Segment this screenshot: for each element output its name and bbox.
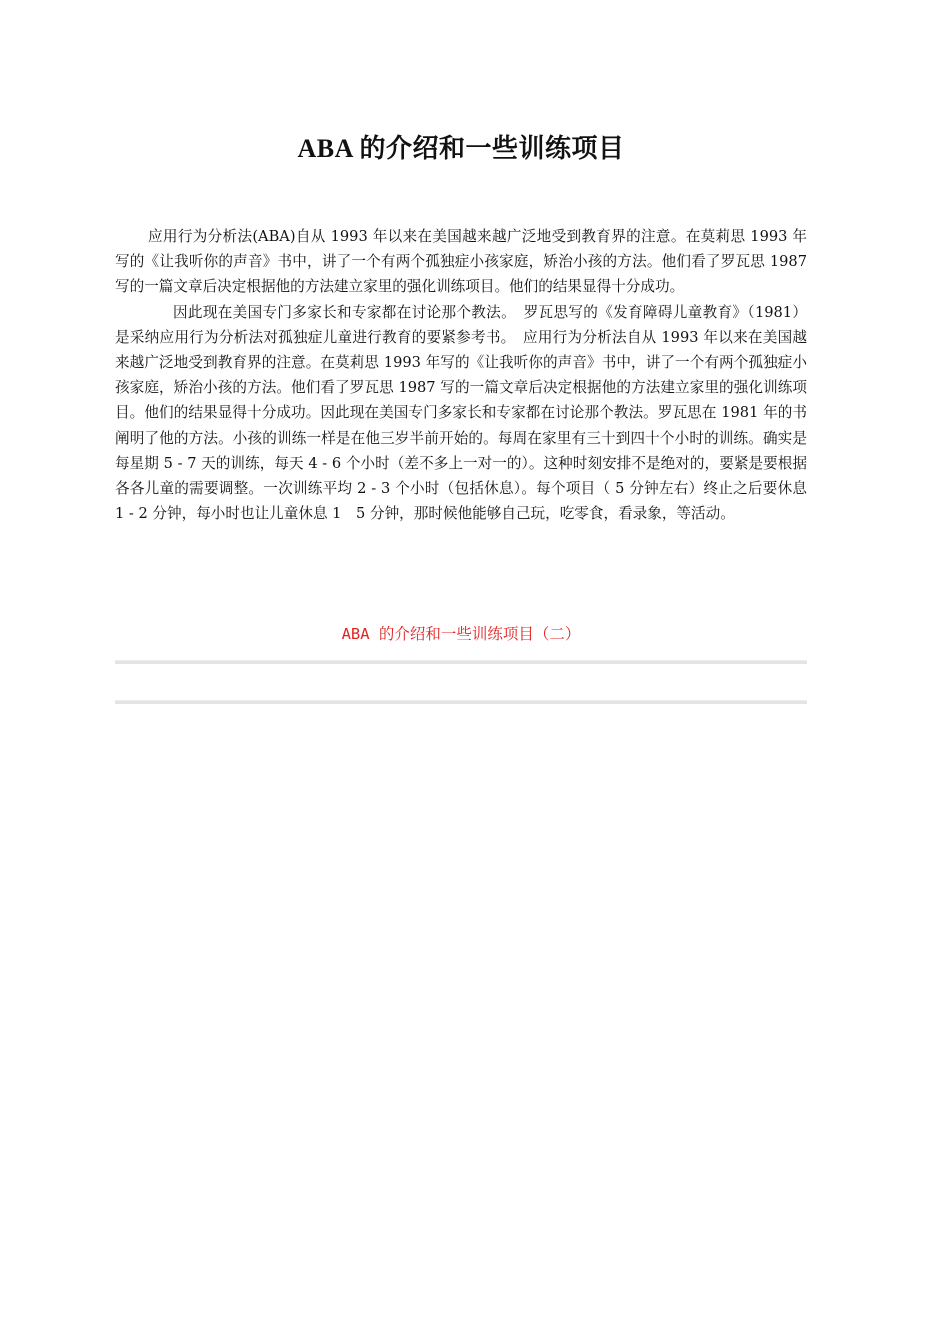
paragraph-1: 应用行为分析法(ABA)自从 1993 年以来在美国越来越广泛地受到教育界的注意。在莫莉思 1993 年写的《让我听你的声音》书中，讲了一个有两个孤独症小孩家庭，矫治小孩的方法。他们看了罗瓦思 1987 写的一篇文章后决定根据他的方法建立家里的强化训练项目。他们的结果显得十分成功。 — [115, 228, 807, 296]
section-link-part-two[interactable]: ABA 的介绍和一些训练项目（二） — [341, 625, 581, 643]
divider-top — [115, 660, 807, 664]
paragraph-2: 因此现在美国专门多家长和专家都在讨论那个教法。 罗瓦思写的《发育障碍儿童教育》（1981）是采纳应用行为分析法对孤独症儿童进行教育的要紧参考书。 应用行为分析法自从 1993 年以来在美国越来越广泛地受到教育界的注意。在莫莉思 1993 年写的《让我听你的声音》书中，讲了一个有两个孤独症小孩家庭，矫治小孩的方法。他们看了罗瓦思 1987 写的一篇文章后决定根据他的方法建立家里的强化训练项目。他们的结果显得十分成功。因此现在美国专门多家长和专家都在讨论那个教法。罗瓦思在 1981 年的书阐明了他的方法。小孩的训练一样是在他三岁半前开始的。每周在家里有三十到四十个小时的训练。确实是每星期 5 - 7 天的训练，每天 4 - 6 个小时（差不多上一对一的）。这种时刻安排不是绝对的，要紧是要根据各各儿童的需要调整。一次训练平均 2 - 3 个小时（包括休息）。每个项目（ 5 分钟左右）终止之后要休息 1 - 2 分钟，每小时也让儿童休息 1 5 分钟，那时候他能够自己玩，吃零食，看录象，等活动。 — [115, 303, 807, 523]
document-body — [115, 224, 807, 526]
divider-bottom — [115, 700, 807, 704]
document-title: ABA 的介绍和一些训练项目 — [297, 134, 625, 163]
